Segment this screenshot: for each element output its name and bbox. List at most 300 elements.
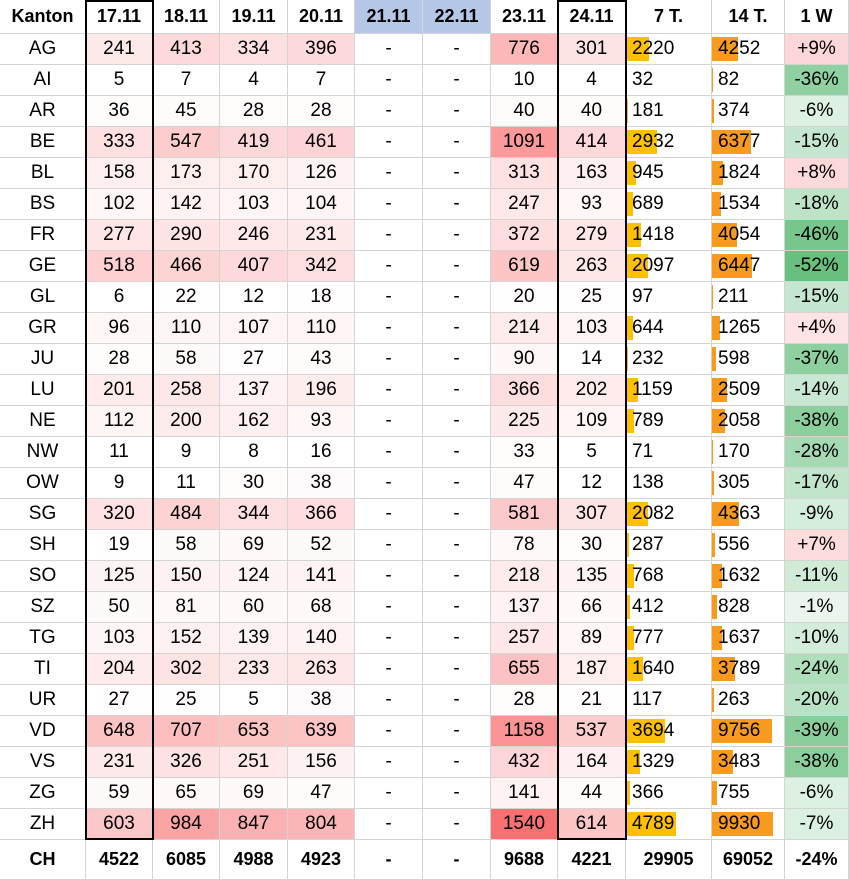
canton-code: NE: [29, 410, 56, 431]
sum-14-days-text: 3789: [718, 658, 761, 679]
daily-value: [558, 344, 626, 375]
header-date-label: 22.11: [434, 6, 479, 26]
daily-value-text: 984: [170, 813, 202, 834]
daily-value: [355, 127, 423, 158]
daily-value: [558, 499, 626, 530]
daily-value: [220, 530, 288, 561]
canton-name: [0, 716, 86, 747]
daily-value: [355, 189, 423, 220]
sum-7-days: [626, 747, 712, 778]
sum-14-days-text: 4252: [718, 38, 761, 59]
daily-value-text: 150: [170, 565, 202, 586]
daily-value-text: 333: [103, 131, 135, 152]
daily-value: [423, 437, 491, 468]
daily-value-text: -: [385, 751, 392, 772]
daily-value: [423, 530, 491, 561]
canton-code: SZ: [30, 596, 55, 617]
canton-name: [0, 220, 86, 251]
daily-value-text: 461: [305, 131, 337, 152]
daily-value-text: -: [385, 38, 392, 59]
daily-value-text: -: [385, 565, 392, 586]
daily-value: [558, 809, 626, 840]
daily-value-text: -: [385, 255, 392, 276]
canton-code: ZH: [29, 813, 56, 834]
weekly-change: [785, 375, 849, 406]
daily-value-text: 135: [575, 565, 608, 586]
daily-value: [491, 34, 558, 65]
daily-value: [423, 685, 491, 716]
daily-value-text: 40: [580, 100, 603, 121]
sum-7-days-text: 2097: [632, 255, 675, 276]
daily-value-text: 141: [508, 782, 540, 803]
daily-value-text: 30: [242, 472, 265, 493]
daily-value-text: -: [453, 472, 460, 493]
daily-value-text: 466: [170, 255, 202, 276]
daily-value-text: 246: [237, 224, 270, 245]
daily-value: [288, 282, 355, 313]
weekly-change: [785, 437, 849, 468]
daily-value-text: 326: [170, 751, 202, 772]
daily-value: [288, 220, 355, 251]
daily-value-text: 263: [575, 255, 608, 276]
daily-value: [288, 65, 355, 96]
daily-value: [153, 623, 220, 654]
daily-value: [355, 809, 423, 840]
daily-value: [86, 127, 153, 158]
sum-14-days: [712, 406, 785, 437]
canton-code: SH: [29, 534, 56, 555]
canton-code: LU: [30, 379, 55, 400]
weekly-change-text: +8%: [797, 162, 836, 183]
daily-value: [558, 530, 626, 561]
daily-value-text: 12: [580, 472, 603, 493]
header-7-days: [626, 0, 712, 34]
canton-name: [0, 406, 86, 437]
daily-value-text: 170: [237, 162, 270, 183]
daily-value-text: 173: [170, 162, 202, 183]
canton-name: [0, 282, 86, 313]
sum-7-days: [626, 561, 712, 592]
sum-14-days-bar: [712, 533, 715, 557]
daily-value-text: -: [453, 751, 460, 772]
sum-14-days: [712, 530, 785, 561]
weekly-change-text: -1%: [799, 596, 834, 617]
daily-value: [288, 778, 355, 809]
daily-value: [558, 747, 626, 778]
daily-value: [288, 685, 355, 716]
daily-value-text: -: [453, 658, 460, 679]
daily-value-text: 103: [237, 193, 270, 214]
sum-7-days: [626, 406, 712, 437]
sum-7-days: [626, 654, 712, 685]
daily-value-text: 58: [175, 348, 197, 369]
daily-value-text: 290: [170, 224, 202, 245]
daily-value: [423, 127, 491, 158]
daily-value-text: 28: [513, 689, 535, 710]
daily-value-text: 139: [237, 627, 270, 648]
daily-value-text: -: [385, 596, 392, 617]
weekly-change: [785, 685, 849, 716]
daily-value-text: 372: [508, 224, 540, 245]
daily-value: [288, 96, 355, 127]
canton-code: FR: [29, 224, 56, 245]
canton-name: [0, 344, 86, 375]
daily-value-text: 93: [310, 410, 332, 431]
sum-14-days-text: 3483: [718, 751, 761, 772]
sum-14-days: [712, 592, 785, 623]
weekly-change-text: -14%: [794, 379, 839, 400]
daily-value: [153, 716, 220, 747]
daily-value-text: 4: [248, 69, 259, 90]
daily-value-text: 81: [175, 596, 197, 617]
daily-value-text: 302: [170, 658, 202, 679]
daily-value: [153, 406, 220, 437]
daily-value: [423, 282, 491, 313]
daily-value: [288, 747, 355, 778]
header-change: [785, 0, 849, 34]
daily-value-text: 407: [237, 255, 270, 276]
sum-7-days-text: 2932: [632, 131, 675, 152]
daily-value: [86, 406, 153, 437]
daily-value-text: 413: [170, 38, 202, 59]
weekly-change-text: -37%: [794, 348, 839, 369]
total-daily-value: [355, 840, 423, 880]
sum-7-days-text: 644: [632, 317, 664, 338]
daily-value: [288, 313, 355, 344]
daily-value-text: 201: [103, 379, 135, 400]
daily-value: [220, 406, 288, 437]
daily-value: [220, 685, 288, 716]
sum-7-days: [626, 685, 712, 716]
sum-7-days-text: 689: [632, 193, 664, 214]
daily-value-text: 163: [575, 162, 608, 183]
daily-value: [355, 313, 423, 344]
sum-7-days: [626, 34, 712, 65]
daily-value-text: 9: [180, 441, 192, 462]
daily-value: [355, 96, 423, 127]
sum-14-days-bar: [712, 440, 713, 464]
daily-value-text: 58: [175, 534, 197, 555]
daily-value: [153, 96, 220, 127]
daily-value-text: 137: [508, 596, 540, 617]
daily-value: [423, 747, 491, 778]
daily-value: [558, 716, 626, 747]
daily-value: [153, 344, 220, 375]
daily-value-text: 102: [103, 193, 135, 214]
weekly-change-text: -11%: [795, 565, 838, 586]
canton-name: [0, 96, 86, 127]
daily-value-text: 4923: [300, 849, 342, 869]
sum-7-days-text: 1329: [632, 751, 675, 772]
daily-value-text: 103: [103, 627, 135, 648]
daily-value-text: 69: [242, 534, 265, 555]
weekly-change-text: -10%: [794, 627, 839, 648]
daily-value-text: -: [453, 131, 460, 152]
canton-name: [0, 809, 86, 840]
header-14-days-label: 14 T.: [728, 6, 768, 26]
daily-value: [288, 499, 355, 530]
daily-value: [491, 468, 558, 499]
sum-7-days: [626, 313, 712, 344]
canton-name: [0, 468, 86, 499]
total-label: [0, 840, 86, 880]
weekly-change: [785, 654, 849, 685]
daily-value: [558, 189, 626, 220]
sum-7-days-bar: [626, 285, 627, 309]
weekly-change-text: -24%: [794, 658, 839, 679]
sum-7-days-text: 232: [632, 348, 664, 369]
sum-14-days-text: 4054: [718, 224, 761, 245]
sum-14-days: [712, 127, 785, 158]
sum-14-days-text: 211: [718, 286, 749, 307]
daily-value-text: -: [385, 441, 392, 462]
daily-value-text: 804: [305, 813, 337, 834]
weekly-change: [785, 282, 849, 313]
daily-value: [153, 654, 220, 685]
daily-value: [86, 468, 153, 499]
daily-value: [86, 809, 153, 840]
sum-14-days-text: 9756: [718, 720, 761, 741]
daily-value: [153, 313, 220, 344]
weekly-change-text: -6%: [799, 782, 834, 803]
sum-14-days: [712, 65, 785, 96]
daily-value-text: 277: [103, 224, 135, 245]
daily-value-text: 518: [103, 255, 135, 276]
sum-7-days: [626, 437, 712, 468]
weekly-change: [785, 96, 849, 127]
daily-value: [355, 623, 423, 654]
daily-value-text: -: [453, 255, 460, 276]
daily-value-text: 28: [242, 100, 265, 121]
daily-value: [86, 747, 153, 778]
daily-value-text: 137: [237, 379, 270, 400]
daily-value-text: 22: [175, 286, 197, 307]
daily-value: [220, 375, 288, 406]
daily-value-text: 1091: [502, 131, 546, 152]
canton-code: TG: [29, 627, 56, 648]
daily-value: [558, 685, 626, 716]
daily-value: [355, 499, 423, 530]
daily-value: [491, 499, 558, 530]
canton-name: [0, 127, 86, 158]
canton-name: [0, 747, 86, 778]
header-kanton: [0, 0, 86, 34]
canton-code: AG: [28, 38, 57, 59]
daily-value: [423, 313, 491, 344]
total-daily-value: [220, 840, 288, 880]
weekly-change: [785, 65, 849, 96]
daily-value: [491, 251, 558, 282]
daily-value-text: 320: [103, 503, 135, 524]
daily-value-text: 1540: [502, 813, 546, 834]
daily-value: [288, 251, 355, 282]
daily-value-text: 251: [237, 751, 270, 772]
daily-value: [423, 499, 491, 530]
daily-value-text: -: [453, 410, 460, 431]
daily-value: [423, 189, 491, 220]
header-date: [423, 0, 491, 34]
daily-value: [423, 220, 491, 251]
daily-value: [423, 654, 491, 685]
daily-value-text: -: [385, 410, 392, 431]
canton-name: [0, 685, 86, 716]
daily-value-text: 11: [109, 441, 129, 462]
sum-7-days-text: 138: [632, 472, 664, 493]
daily-value: [355, 468, 423, 499]
daily-value-text: -: [385, 849, 392, 869]
daily-value-text: 93: [580, 193, 603, 214]
daily-value: [423, 623, 491, 654]
sum-7-days-text: 97: [632, 286, 654, 307]
daily-value: [491, 189, 558, 220]
daily-value-text: -: [385, 100, 392, 121]
daily-value-text: -: [385, 286, 392, 307]
sum-7-days: [626, 127, 712, 158]
daily-value: [491, 437, 558, 468]
sum-7-days: [626, 499, 712, 530]
daily-value-text: -: [385, 658, 392, 679]
header-date-label: 17.11: [96, 6, 142, 26]
daily-value-text: 27: [108, 689, 130, 710]
daily-value-text: 233: [237, 658, 270, 679]
sum-14-days-text: 9930: [718, 813, 761, 834]
daily-value: [491, 530, 558, 561]
canton-code: JU: [30, 348, 55, 369]
total-daily-value: [288, 840, 355, 880]
weekly-change-text: -38%: [794, 751, 839, 772]
sum-7-days-text: 117: [632, 689, 663, 710]
daily-value: [220, 313, 288, 344]
daily-value: [355, 34, 423, 65]
daily-value: [355, 778, 423, 809]
total-daily-value: [153, 840, 220, 880]
weekly-change-text: -7%: [799, 813, 834, 834]
daily-value: [558, 406, 626, 437]
daily-value: [86, 220, 153, 251]
daily-value-text: 45: [175, 100, 197, 121]
daily-value: [558, 561, 626, 592]
daily-value: [558, 654, 626, 685]
daily-value: [220, 251, 288, 282]
sum-7-days-text: 1159: [632, 379, 673, 400]
daily-value: [153, 127, 220, 158]
daily-value-text: -: [453, 69, 460, 90]
weekly-change: [785, 313, 849, 344]
weekly-change: [785, 127, 849, 158]
sum-14-days-bar: [712, 347, 716, 371]
sum-7-days-bar: [626, 688, 627, 712]
daily-value: [86, 282, 153, 313]
daily-value-text: 142: [170, 193, 202, 214]
weekly-change-text: -28%: [794, 441, 839, 462]
canton-name: [0, 561, 86, 592]
canton-code: GR: [28, 317, 57, 338]
sum-7-days-text: 777: [632, 627, 664, 648]
header-date-label: 18.11: [163, 6, 209, 26]
daily-value-text: 36: [108, 100, 130, 121]
daily-value: [153, 809, 220, 840]
sum-7-days: [626, 468, 712, 499]
weekly-change: [785, 499, 849, 530]
daily-value-text: 301: [575, 38, 608, 59]
canton-name: [0, 499, 86, 530]
daily-value-text: 112: [103, 410, 135, 431]
weekly-change-text: -15%: [794, 286, 839, 307]
sum-14-days-bar: [712, 688, 714, 712]
header-date: [355, 0, 423, 34]
weekly-change-text: +9%: [797, 38, 836, 59]
daily-value: [153, 561, 220, 592]
daily-value-text: 33: [513, 441, 535, 462]
total-14-day-sum: [712, 840, 785, 880]
daily-value-text: 38: [310, 472, 332, 493]
daily-value-text: -: [453, 627, 460, 648]
canton-name: [0, 251, 86, 282]
daily-value: [491, 561, 558, 592]
daily-value-text: 124: [237, 565, 270, 586]
daily-value: [355, 530, 423, 561]
daily-value-text: 25: [175, 689, 197, 710]
daily-value-text: 200: [170, 410, 202, 431]
sum-7-days: [626, 96, 712, 127]
canton-name: [0, 375, 86, 406]
header-date: [491, 0, 558, 34]
daily-value: [491, 747, 558, 778]
weekly-change: [785, 809, 849, 840]
daily-value: [220, 716, 288, 747]
sum-14-days: [712, 499, 785, 530]
daily-value-text: 5: [248, 689, 259, 710]
daily-value-text: 7: [180, 69, 192, 90]
canton-name: [0, 189, 86, 220]
daily-value: [423, 375, 491, 406]
daily-value: [220, 747, 288, 778]
weekly-change: [785, 251, 849, 282]
daily-value-text: 313: [508, 162, 540, 183]
weekly-change: [785, 716, 849, 747]
daily-value-text: 847: [237, 813, 270, 834]
sum-7-days-text: 4789: [632, 813, 675, 834]
daily-value-text: 247: [508, 193, 540, 214]
daily-value: [153, 437, 220, 468]
sum-14-days-text: 598: [718, 348, 750, 369]
sum-14-days: [712, 809, 785, 840]
canton-name: [0, 654, 86, 685]
header-date: [288, 0, 355, 34]
daily-value-text: 66: [580, 596, 603, 617]
daily-value-text: 162: [237, 410, 270, 431]
sum-14-days: [712, 220, 785, 251]
daily-value-text: 140: [305, 627, 337, 648]
daily-value: [153, 65, 220, 96]
daily-value-text: -: [453, 503, 460, 524]
daily-value: [423, 778, 491, 809]
daily-value-text: 653: [237, 720, 270, 741]
daily-value-text: 241: [103, 38, 135, 59]
sum-14-days-text: 4363: [718, 503, 761, 524]
daily-value: [153, 375, 220, 406]
daily-value: [288, 623, 355, 654]
daily-value: [423, 158, 491, 189]
weekly-change-text: +4%: [797, 317, 836, 338]
daily-value: [153, 592, 220, 623]
daily-value-text: -: [385, 627, 392, 648]
daily-value: [220, 623, 288, 654]
sum-14-days-text: 1265: [718, 317, 761, 338]
weekly-change-text: -24%: [795, 849, 838, 869]
daily-value-text: 30: [580, 534, 603, 555]
daily-value-text: 4221: [571, 849, 612, 869]
